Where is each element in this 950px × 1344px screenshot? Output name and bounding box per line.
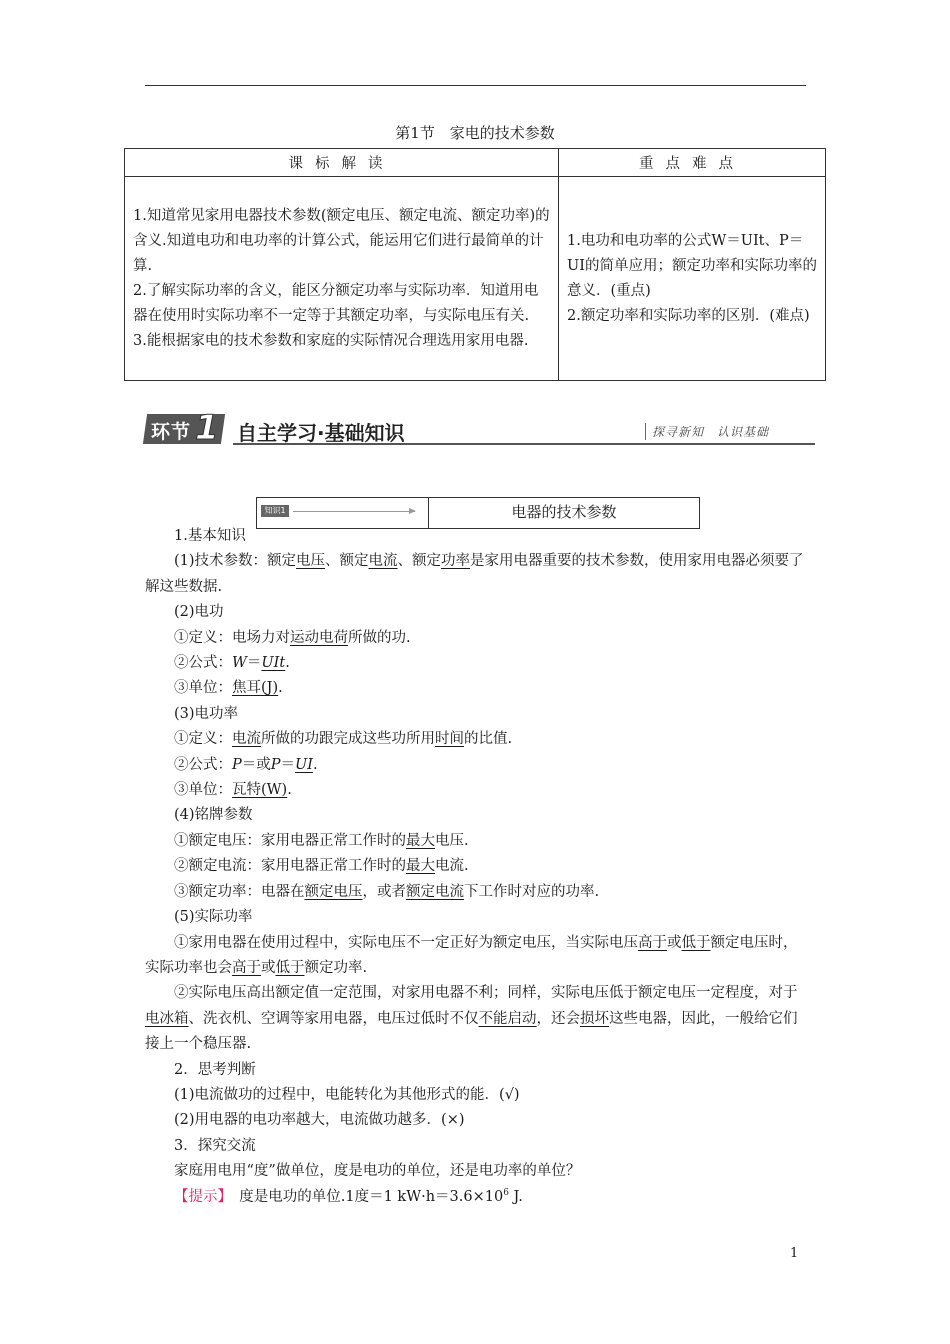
text: 电流. [435, 858, 469, 875]
symbol: P [270, 756, 281, 773]
page-title: 第1节 家电的技术参数 [395, 124, 555, 142]
curriculum-item: 1.知道常见家用电器技术参数(额定电压、额定电流、额定功率)的含义.知道电功和电功率的计算公式，能运用它们进行最简单的计算. [133, 207, 550, 274]
answer-blank: 运动电荷 [290, 629, 348, 646]
text: ＝ [246, 655, 262, 672]
answer-blank: 电流 [368, 553, 398, 570]
answer-blank: 最大 [406, 858, 435, 875]
work-unit [145, 676, 810, 701]
answer-blank: 高于 [638, 934, 667, 951]
answer-blank: 瓦特(W) [232, 782, 288, 799]
power-formula [145, 753, 810, 778]
text: 度是电功的单位.1度＝1 kW·h＝3.6×10 [224, 1188, 504, 1205]
section-tag: 环节 [151, 421, 192, 443]
section-subtitle: 探寻新知 认识基础 [645, 423, 769, 440]
answer-blank: 额定电压 [304, 883, 363, 900]
text: 所做的功跟完成这些功所用 [261, 731, 435, 748]
answer-blank: 最大 [406, 832, 435, 849]
text: ＝或 [241, 756, 271, 773]
text: 、额定 [325, 553, 369, 570]
text: ②公式： [174, 756, 232, 773]
actual-power-point-2 [145, 981, 810, 1057]
actual-power-point-1 [145, 931, 810, 982]
page-number: 1 [790, 1246, 799, 1261]
text: 电压. [435, 832, 469, 849]
text: ①定义： [174, 731, 232, 748]
knowledge-tag: 知识1 [261, 505, 289, 517]
answer-blank: 电流 [232, 731, 261, 748]
curriculum-item: 3.能根据家电的技术参数和家庭的实际情况合理选用家用电器. [133, 332, 529, 349]
paragraph-tech-params [145, 549, 810, 600]
text: . [312, 756, 318, 773]
knowledge-label: 电器的技术参数 [511, 503, 617, 521]
text: 或 [261, 959, 276, 976]
keypoint-item: 1.电功和电功率的公式W＝UIt、P＝UI的简单应用；额定功率和实际功率的意义．(重点) [567, 232, 817, 299]
text: ，或者 [362, 883, 406, 900]
judgement-2: (2)用电器的电功率越大，电流做功越多．(×) [174, 1112, 465, 1129]
subheading-work: (2)电功 [174, 604, 224, 621]
judgement-1: (1)电流做功的过程中，电能转化为其他形式的能．(√) [174, 1086, 520, 1103]
text: 或 [667, 934, 682, 951]
text: ①额定电压：家用电器正常工作时的 [174, 832, 406, 849]
hint-line [145, 1185, 810, 1210]
text: ①定义：电场力对 [174, 629, 290, 646]
text: . [278, 680, 283, 697]
answer-blank: 电压 [296, 553, 326, 570]
answer-blank: 时间 [435, 731, 464, 748]
answer-blank: 电冰箱 [145, 1010, 189, 1027]
rated-voltage [145, 829, 810, 854]
text: 额定功率. [304, 959, 368, 976]
content-body [145, 524, 810, 1210]
answer-blank: UI [295, 756, 313, 773]
discussion-question: 家庭用电用“度”做单位，度是电功的单位，还是电功率的单位？ [174, 1163, 581, 1180]
text: ③额定功率：电器在 [174, 883, 305, 900]
answer-blank: UIt [261, 655, 286, 672]
text: J. [508, 1188, 523, 1205]
keypoints-cell [559, 177, 826, 381]
section-underline [233, 443, 815, 445]
text: 额定电压时，实际功率也会 [145, 934, 798, 976]
power-definition [145, 727, 810, 752]
answer-blank: 低于 [275, 959, 305, 976]
work-formula [145, 651, 810, 676]
text: ②公式： [174, 655, 232, 672]
answer-blank: 额定电流 [406, 883, 464, 900]
text: ②额定电流：家用电器正常工作时的 [174, 858, 406, 875]
text: ，还会 [536, 1010, 580, 1027]
text: . [285, 655, 290, 672]
heading-judgement: 2．思考判断 [174, 1061, 256, 1078]
rated-current [145, 854, 810, 879]
answer-blank: 低于 [681, 934, 711, 951]
col-header-curriculum: 课标解读 [125, 149, 559, 177]
section-banner [145, 410, 815, 446]
exponent: 6 [503, 1187, 509, 1198]
text: ③单位： [174, 680, 232, 697]
arrow-right-icon [293, 511, 415, 512]
header-rule [145, 85, 806, 86]
keypoint-item: 2.额定功率和实际功率的区别．(难点) [567, 307, 810, 324]
text: 、额定 [397, 553, 442, 570]
text: 是家用电器重要的技术参数，使用家用电器必须要了解这些数据. [145, 553, 804, 595]
text: (1)技术参数：额定 [174, 553, 297, 570]
answer-blank: 功率 [441, 553, 471, 570]
text: 、洗衣机、空调等家用电器，电压过低时不仅 [188, 1010, 479, 1027]
symbol: P [232, 756, 242, 773]
answer-blank: 不能启动 [478, 1010, 537, 1027]
answer-blank: 焦耳(J) [232, 680, 279, 697]
text: ①家用电器在使用过程中，实际电压不一定正好为额定电压，当实际电压 [174, 934, 638, 951]
text: . [287, 782, 292, 799]
curriculum-cell [125, 177, 559, 381]
subheading-nameplate: (4)铭牌参数 [174, 807, 253, 824]
text: ＝ [280, 756, 296, 773]
section-title: 自主学习·基础知识 [237, 421, 405, 445]
heading-discussion: 3．探究交流 [174, 1137, 256, 1154]
curriculum-item: 2.了解实际功率的含义，能区分额定功率与实际功率．知道用电器在使用时实际功率不一定等于其额定功率，与实际电压有关. [133, 282, 539, 324]
work-definition [145, 626, 810, 651]
power-unit [145, 778, 810, 803]
subheading-actual-power: (5)实际功率 [174, 909, 253, 926]
symbol: W [232, 655, 247, 672]
rated-power [145, 880, 810, 905]
objectives-table [124, 148, 826, 381]
text: ②实际电压高出额定值一定范围，对家用电器不利；同样，实际电压低于额定电压一定程度，对于 [174, 985, 798, 1002]
text: 所做的功. [348, 629, 411, 646]
hint-label: 【提示】 [174, 1188, 225, 1205]
answer-blank: 高于 [232, 959, 261, 976]
text: ③单位： [174, 782, 232, 799]
answer-blank: 损坏 [580, 1010, 609, 1027]
heading-basic: 1.基本知识 [174, 528, 246, 544]
subheading-power: (3)电功率 [174, 705, 239, 722]
col-header-keypoints: 重点难点 [559, 149, 826, 177]
text: 这些电器，因此，一般给它们接上一个稳压器. [145, 1010, 798, 1053]
section-number: 1 [195, 408, 219, 448]
text: 下工作时对应的功率. [464, 883, 600, 900]
text: 的比值. [464, 731, 513, 748]
